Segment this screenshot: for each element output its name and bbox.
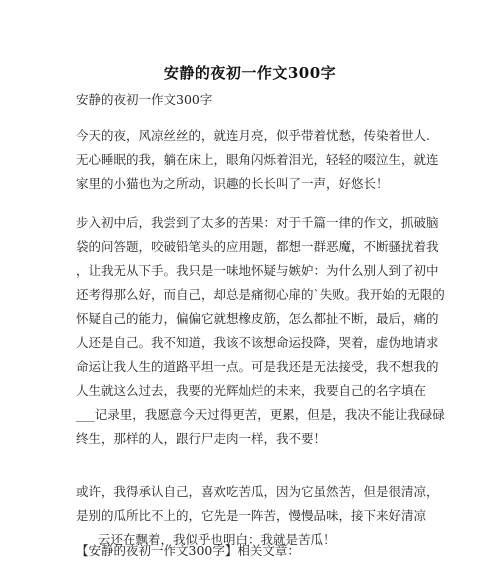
paragraph-line: 今天的夜，风凉丝丝的，就连月亮，似乎带着忧愁，传染着世人. — [76, 128, 430, 143]
paragraph-line: 人生就这么过去，我要的光辉灿烂的未来，我要自己的名字填在 — [76, 383, 427, 398]
paragraph-line: 无心睡眠的我，躺在床上，眼角闪烁着泪光，轻轻的啜泣生，就连 — [76, 152, 439, 167]
paragraph-line: 袋的问答题，咬破铅笔头的应用题，都想一群恶魔，不断骚扰着我 — [76, 239, 439, 254]
article-subtitle: 安静的夜初一作文300字 — [76, 92, 213, 107]
paragraph-line: 或许，我得承认自己，喜欢吃苦瓜，因为它虽然苦，但是很清凉， — [76, 484, 439, 499]
paragraph-line: 终生，那样的人，跟行尸走肉一样，我不要！ — [76, 431, 327, 446]
article-title: 安静的夜初一作文300字 — [163, 64, 337, 82]
paragraph-line: ，让我无从下手。我只是一味地怀疑与嫉妒：为什么别人到了初中 — [76, 263, 439, 278]
paragraph-line: 还考得那么好，而自己，却总是痛彻心扉的`失败。我开始的无限的 — [76, 287, 445, 302]
paragraph-line: 是别的瓜所比不上的，它先是一阵苦，慢慢品味，接下来好清凉 — [76, 508, 427, 523]
paragraph-2 — [76, 211, 445, 451]
paragraph-line: 步入初中后，我尝到了太多的苦果：对于千篇一律的作文，抓破脑 — [76, 215, 439, 230]
paragraph-line: 云还在飘着，我似乎也明白：我就是苦瓜！ — [98, 532, 336, 547]
paragraph-line: 怀疑自己的能力，偏偏它就想橡皮筋，怎么都扯不断，最后，痛的 — [76, 311, 439, 326]
related-articles-heading: 【安静的夜初一作文300字】相关文章： — [76, 543, 300, 558]
paragraph-line: 家里的小猫也为之所动，识趣的长长叫了一声，好悠长！ — [76, 176, 389, 191]
paragraph-line: 人还是自己。我不知道，我该不该想命运投降，哭着，虚伪地请求 — [76, 335, 439, 350]
paragraph-1 — [76, 124, 439, 196]
paragraph-line: ___记录里，我愿意今天过得更苦，更累，但是，我决不能让我碌碌 — [76, 407, 445, 422]
paragraph-line: 命运让我人生的道路平坦一点。可是我还是无法接受，我不想我的 — [76, 359, 439, 374]
